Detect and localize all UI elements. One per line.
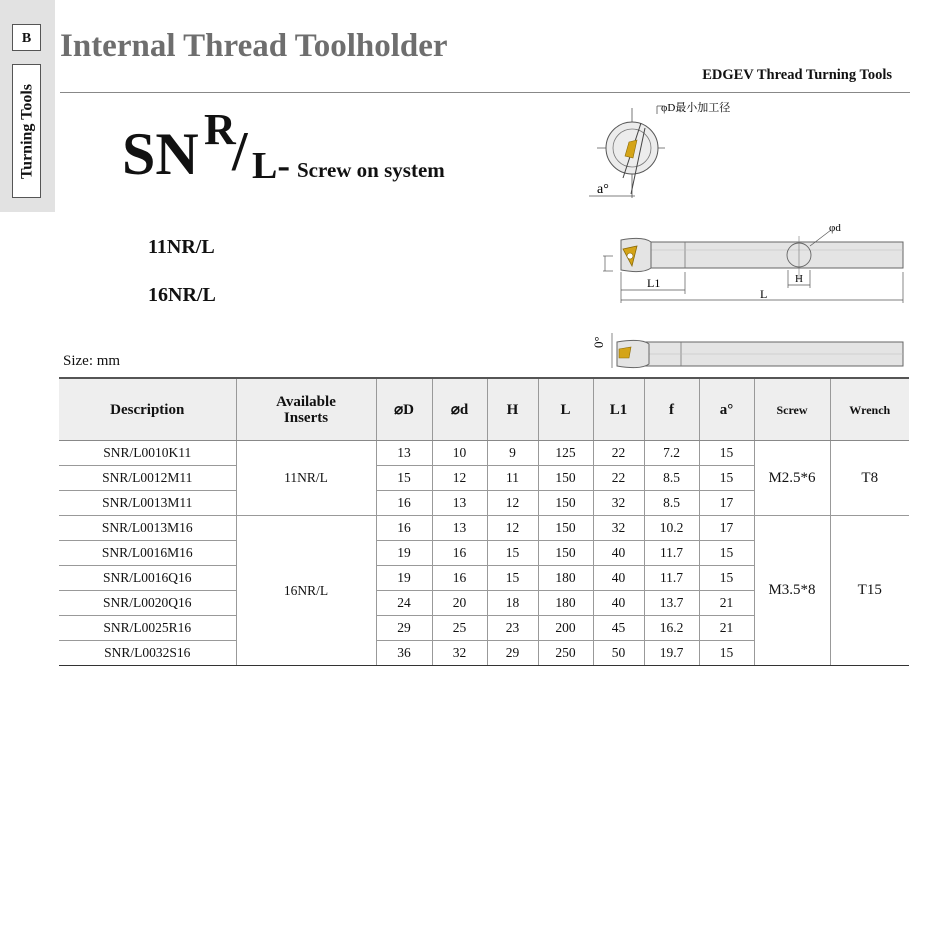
cell-L1: 32 xyxy=(593,516,644,541)
size-unit-label: Size: mm xyxy=(63,353,121,369)
brand-subtitle: EDGEV Thread Turning Tools xyxy=(702,67,892,83)
table-row xyxy=(59,441,909,466)
cell-d: 16 xyxy=(432,566,487,591)
cell-H: 15 xyxy=(487,566,538,591)
cell-a: 21 xyxy=(699,591,754,616)
cell-d: 20 xyxy=(432,591,487,616)
cell-f: 7.2 xyxy=(644,441,699,466)
cell-a: 15 xyxy=(699,541,754,566)
cell-wrench: T15 xyxy=(830,516,909,666)
cell-L1: 45 xyxy=(593,616,644,641)
cell-a: 17 xyxy=(699,491,754,516)
cell-L: 150 xyxy=(538,541,593,566)
cell-desc: SNR/L0032S16 xyxy=(59,641,236,666)
cell-H: 29 xyxy=(487,641,538,666)
cell-screw: M3.5*8 xyxy=(754,516,830,666)
col-L: L xyxy=(538,378,593,441)
cell-f: 19.7 xyxy=(644,641,699,666)
cell-L: 150 xyxy=(538,491,593,516)
cell-d: 10 xyxy=(432,441,487,466)
logo-slash: / xyxy=(232,121,248,183)
cell-screw: M2.5*6 xyxy=(754,441,830,516)
cell-L1: 22 xyxy=(593,441,644,466)
cell-L: 150 xyxy=(538,466,593,491)
cell-L1: 40 xyxy=(593,541,644,566)
cell-L: 180 xyxy=(538,591,593,616)
logo-sub: L- xyxy=(252,145,290,187)
cell-D: 19 xyxy=(376,541,432,566)
cell-f: 16.2 xyxy=(644,616,699,641)
logo-sup: R xyxy=(204,105,236,154)
cell-a: 17 xyxy=(699,516,754,541)
cell-a: 15 xyxy=(699,441,754,466)
cell-a: 15 xyxy=(699,641,754,666)
insert-type-label: 11NR/L xyxy=(148,236,215,258)
col-f: f xyxy=(644,378,699,441)
l1-label: L1 xyxy=(647,276,661,290)
cell-D: 19 xyxy=(376,566,432,591)
cell-d: 13 xyxy=(432,516,487,541)
cell-desc: SNR/L0025R16 xyxy=(59,616,236,641)
angle-label: a° xyxy=(597,182,609,197)
spec-table xyxy=(59,377,909,666)
l-label: L xyxy=(760,287,768,301)
cell-H: 11 xyxy=(487,466,538,491)
logo-tagline: Screw on system xyxy=(297,158,445,182)
cell-a: 15 xyxy=(699,466,754,491)
cell-H: 9 xyxy=(487,441,538,466)
cell-d: 16 xyxy=(432,541,487,566)
cell-desc: SNR/L0010K11 xyxy=(59,441,236,466)
side-tab xyxy=(0,0,55,212)
cell-desc: SNR/L0012M11 xyxy=(59,466,236,491)
col-L1: L1 xyxy=(593,378,644,441)
cell-L1: 40 xyxy=(593,566,644,591)
cell-L1: 32 xyxy=(593,491,644,516)
cell-D: 29 xyxy=(376,616,432,641)
cell-wrench: T8 xyxy=(830,441,909,516)
col-H: H xyxy=(487,378,538,441)
bore-d-label: φd xyxy=(829,222,841,234)
table-row xyxy=(59,516,909,541)
col-description: Description xyxy=(59,378,236,441)
cell-desc: SNR/L0016M16 xyxy=(59,541,236,566)
cell-D: 13 xyxy=(376,441,432,466)
top-view-diagram xyxy=(591,333,903,368)
cell-L1: 50 xyxy=(593,641,644,666)
cell-d: 32 xyxy=(432,641,487,666)
cell-f: 13.7 xyxy=(644,591,699,616)
cell-H: 12 xyxy=(487,491,538,516)
cell-desc: SNR/L0013M16 xyxy=(59,516,236,541)
col-a: a° xyxy=(699,378,754,441)
cell-D: 16 xyxy=(376,516,432,541)
cell-H: 15 xyxy=(487,541,538,566)
side-view-diagram xyxy=(603,222,903,303)
title-divider xyxy=(60,92,910,93)
cell-f: 11.7 xyxy=(644,566,699,591)
cell-L1: 40 xyxy=(593,591,644,616)
cell-a: 21 xyxy=(699,616,754,641)
cell-d: 13 xyxy=(432,491,487,516)
zero-angle-label: 0° xyxy=(591,336,606,348)
cell-desc: SNR/L0016Q16 xyxy=(59,566,236,591)
section-letter: B xyxy=(12,24,41,51)
cell-d: 12 xyxy=(432,466,487,491)
section-label: Turning Tools xyxy=(18,83,36,180)
cell-f: 8.5 xyxy=(644,466,699,491)
logo-main: SN xyxy=(122,121,199,187)
section-label-box xyxy=(12,64,41,198)
col-D: ⌀D xyxy=(376,378,432,441)
cell-L1: 22 xyxy=(593,466,644,491)
cell-D: 36 xyxy=(376,641,432,666)
col-inserts-line2: Inserts xyxy=(283,409,329,426)
cell-H: 12 xyxy=(487,516,538,541)
h-label: H xyxy=(795,273,803,285)
page-title: Internal Thread Toolholder xyxy=(60,28,448,64)
cell-D: 16 xyxy=(376,491,432,516)
cell-insert: 16NR/L xyxy=(236,516,376,666)
col-d: ⌀d xyxy=(432,378,487,441)
cell-L: 250 xyxy=(538,641,593,666)
min-dia-label: φD最小加工径 xyxy=(661,102,731,114)
col-inserts-line1: Available xyxy=(276,393,336,410)
cell-D: 15 xyxy=(376,466,432,491)
col-wrench: Wrench xyxy=(830,378,909,441)
cell-H: 18 xyxy=(487,591,538,616)
cell-L: 200 xyxy=(538,616,593,641)
cell-f: 11.7 xyxy=(644,541,699,566)
cell-D: 24 xyxy=(376,591,432,616)
tool-drawing xyxy=(585,98,915,373)
end-view-diagram xyxy=(589,100,730,198)
cell-f: 8.5 xyxy=(644,491,699,516)
cell-L: 150 xyxy=(538,516,593,541)
cell-d: 25 xyxy=(432,616,487,641)
table-header-row xyxy=(59,378,909,441)
cell-H: 23 xyxy=(487,616,538,641)
col-screw: Screw xyxy=(754,378,830,441)
cell-L: 180 xyxy=(538,566,593,591)
cell-a: 15 xyxy=(699,566,754,591)
cell-insert: 11NR/L xyxy=(236,441,376,516)
cell-desc: SNR/L0020Q16 xyxy=(59,591,236,616)
cell-L: 125 xyxy=(538,441,593,466)
insert-type-label: 16NR/L xyxy=(148,284,216,306)
col-inserts xyxy=(236,378,376,441)
cell-f: 10.2 xyxy=(644,516,699,541)
cell-desc: SNR/L0013M11 xyxy=(59,491,236,516)
